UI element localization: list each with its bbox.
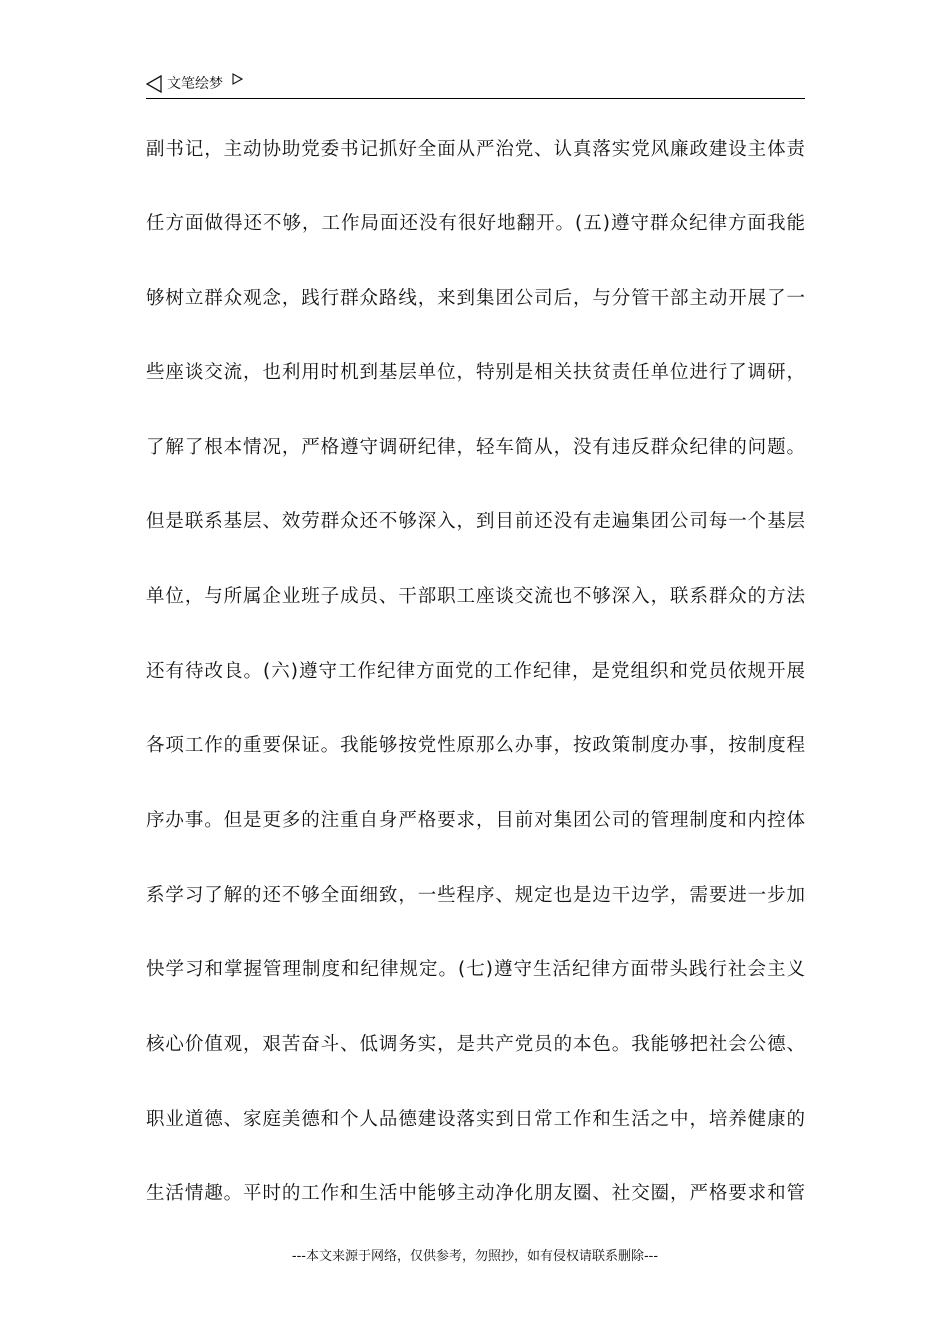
triangle-left-outline-icon [146,75,162,93]
text-line: 核心价值观，艰苦奋斗、低调务实，是共产党员的本色。我能够把社会公德、 [146,1034,805,1055]
text-line: 些座谈交流，也利用时机到基层单位，特别是相关扶贫责任单位进行了调研， [146,362,805,383]
text-line: 各项工作的重要保证。我能够按党性原那么办事，按政策制度办事，按制度程 [146,735,805,756]
text-line: 够树立群众观念，践行群众路线，来到集团公司后，与分管干部主动开展了一 [146,288,805,309]
text-line: 快学习和掌握管理制度和纪律规定。(七)遵守生活纪律方面带头践行社会主义 [146,959,805,980]
page-footer-disclaimer: ---本文来源于网络，仅供参考，勿照抄，如有侵权请联系删除--- [291,1249,659,1264]
text-line: 职业道德、家庭美德和个人品德建设落实到日常工作和生活之中，培养健康的 [146,1109,805,1130]
text-line: 单位，与所属企业班子成员、干部职工座谈交流也不够深入，联系群众的方法 [146,586,805,607]
text-line: 了解了根本情况，严格遵守调研纪律，轻车简从，没有违反群众纪律的问题。 [146,437,805,458]
text-line: 但是联系基层、效劳群众还不够深入，到目前还没有走遍集团公司每一个基层 [146,511,805,532]
text-line: 还有待改良。(六)遵守工作纪律方面党的工作纪律，是党组织和党员依规开展 [146,661,805,682]
text-line: 生活情趣。平时的工作和生活中能够主动净化朋友圈、社交圈，严格要求和管 [146,1183,805,1204]
text-line: 系学习了解的还不够全面细致，一些程序、规定也是边干边学，需要进一步加 [146,885,805,906]
header-title: 文笔绘梦 [167,76,223,92]
triangle-right-outline-icon [232,73,243,85]
page-header [146,72,805,99]
text-line: 序办事。但是更多的注重自身严格要求，目前对集团公司的管理制度和内控体 [146,810,805,831]
text-line: 副书记，主动协助党委书记抓好全面从严治党、认真落实党风廉政建设主体责 [146,139,805,160]
text-line: 任方面做得还不够，工作局面还没有很好地翻开。(五)遵守群众纪律方面我能 [146,213,805,234]
